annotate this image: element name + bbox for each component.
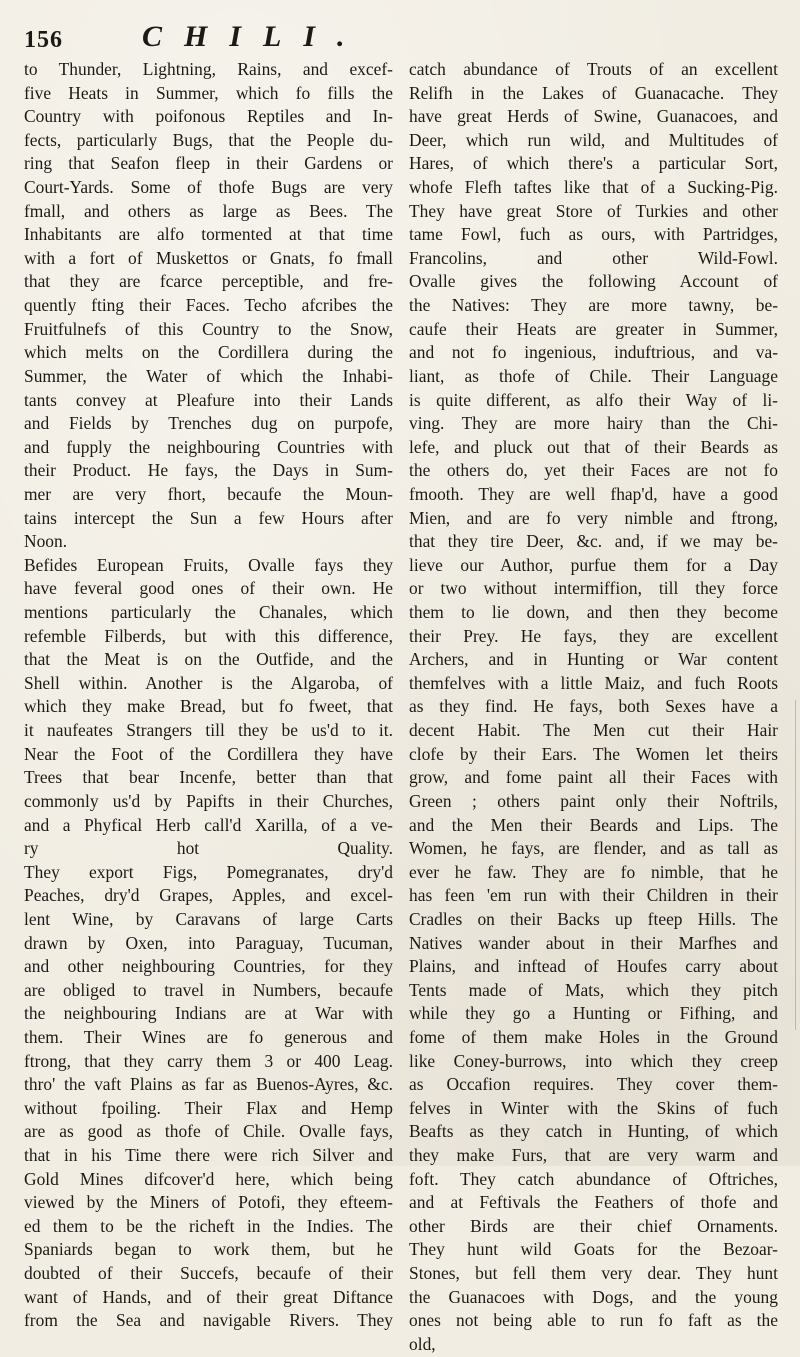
text-line: their Prey. He fays, they are excellent (409, 625, 778, 646)
text-line: other Birds are their chief Ornaments. (409, 1215, 778, 1236)
text-line: with a fort of Muskettos or Gnats, fo fmall (24, 247, 393, 268)
text-line: mer are very fhort, becaufe the Moun- (24, 483, 393, 504)
text-line: the Guanacoes with Dogs, and the young (409, 1286, 778, 1307)
text-line: the Natives: They are more tawny, be- (409, 295, 778, 316)
text-line: Cradles on their Backs up fteep Hills. The (409, 908, 778, 929)
text-line: fects, particularly Bugs, that the People du- (24, 129, 393, 150)
text-line: them. Their Wines are fo generous and (24, 1026, 393, 1047)
text-line: ed them to be the richeft in the Indies. The (24, 1215, 393, 1236)
page-edge-line (795, 700, 796, 1030)
text-line: it naufeates Strangers till they be us'd to it. (24, 720, 393, 741)
text-line: Hares, of which there's a particular Sort, (409, 153, 778, 174)
text-line: Beafts as they catch in Hunting, of which (409, 1121, 778, 1142)
text-line: Gold Mines difcover'd here, which being (24, 1168, 393, 1189)
text-line: caufe their Heats are greater in Summer, (409, 318, 778, 339)
text-line: without fpoiling. Their Flax and Hemp (24, 1097, 393, 1118)
page-header (24, 18, 778, 54)
text-line: Francolins, and other Wild-Fowl. (409, 247, 778, 268)
text-line: drawn by Oxen, into Paraguay, Tucuman, (24, 932, 393, 953)
text-line: Fruitfulnefs of this Country to the Snow, (24, 318, 393, 339)
text-line: have great Herds of Swine, Guanacoes, and (409, 106, 778, 127)
text-line: and at Feftivals the Feathers of thofe and (409, 1192, 778, 1213)
text-line: thro' the vaft Plains as far as Buenos-Ayres, &c. (24, 1074, 393, 1095)
text-line: their Product. He fays, the Days in Sum- (24, 460, 393, 481)
text-line: as Occafion requires. They cover them- (409, 1074, 778, 1095)
text-line: quently fting their Faces. Techo afcribes the (24, 295, 393, 316)
text-line: Shell within. Another is the Algaroba, of (24, 672, 393, 693)
text-line: Befides European Fruits, Ovalle fays they (24, 554, 393, 575)
text-line: that they tire Deer, &c. and, if we may be- (409, 531, 778, 552)
text-line: Deer, which run wild, and Multitudes of (409, 129, 778, 150)
text-line: Natives wander about in their Marfhes and (409, 932, 778, 953)
catchword: old, (409, 1333, 436, 1354)
text-line: Women, he fays, are flender, and as tall as (409, 838, 778, 859)
text-line: that they are fcarce perceptible, and fre- (24, 271, 393, 292)
text-line: refemble Filberds, but with this difference, (24, 625, 393, 646)
text-line: is quite different, as alfo their Way of li- (409, 389, 778, 410)
text-line: Summer, the Water of which the Inhabi- (24, 365, 393, 386)
text-line: lefe, and pluck out that of their Beards as (409, 436, 778, 457)
text-line: tains intercept the Sun a few Hours after (24, 507, 393, 528)
text-line: the others do, yet their Faces are not fo (409, 460, 778, 481)
text-line: commonly us'd by Papifts in their Churches, (24, 790, 393, 811)
text-line: Plains, and inftead of Houfes carry about (409, 956, 778, 977)
text-line: five Heats in Summer, which fo fills the (24, 82, 393, 103)
text-line: Spaniards began to work them, but he (24, 1239, 393, 1260)
text-line: Country with poifonous Reptiles and In- (24, 106, 393, 127)
text-line: catch abundance of Trouts of an excellent (409, 59, 778, 79)
text-line: themfelves with a little Maiz, and fuch Roots (409, 672, 778, 693)
text-line: Inhabitants are alfo tormented at that time (24, 224, 393, 245)
text-line: and other neighbouring Countries, for they (24, 956, 393, 977)
text-line: which melts on the Cordillera during the (24, 342, 393, 363)
text-line: ry hot Quality. (24, 838, 393, 859)
text-line: that the Meat is on the Outfide, and the (24, 649, 393, 670)
text-line: Mien, and are fo very nimble and ftrong, (409, 507, 778, 528)
text-line: They export Figs, Pomegranates, dry'd (24, 861, 393, 882)
right-column (409, 58, 778, 1357)
text-line: Relifh in the Lakes of Guanacache. They (409, 82, 778, 103)
text-line: ving. They are more hairy than the Chi- (409, 413, 778, 434)
text-line: tants convey at Pleafure into their Lands (24, 389, 393, 410)
text-line: lieve our Author, purfue them for a Day (409, 554, 778, 575)
text-line: They hunt wild Goats for the Bezoar- (409, 1239, 778, 1260)
text-line: Peaches, dry'd Grapes, Apples, and excel- (24, 885, 393, 906)
text-line: felves in Winter with the Skins of fuch (409, 1097, 778, 1118)
text-line: fome of them make Holes in the Ground (409, 1026, 778, 1047)
text-line: Court-Yards. Some of thofe Bugs are very (24, 177, 393, 198)
text-line: like Coney-burrows, into which they creep (409, 1050, 778, 1071)
text-line: and fupply the neighbouring Countries with (24, 436, 393, 457)
text-line: doubted of their Succefs, becaufe of their (24, 1263, 393, 1284)
text-line: or two without intermiffion, till they force (409, 578, 778, 599)
text-line: whofe Flefh taftes like that of a Sucking-Pig. (409, 177, 778, 198)
text-line: Tents made of Mats, which they pitch (409, 979, 778, 1000)
text-line: Ovalle gives the following Account of (409, 271, 778, 292)
text-line: have feveral good ones of their own. He (24, 578, 393, 599)
text-line: grow, and fome paint all their Faces with (409, 767, 778, 788)
text-line: and Fields by Trenches dug on purpofe, (24, 413, 393, 434)
text-line: Archers, and in Hunting or War content (409, 649, 778, 670)
text-line: from the Sea and navigable Rivers. They (24, 1310, 393, 1331)
text-line: are as good as thofe of Chile. Ovalle fays, (24, 1121, 393, 1142)
text-line: as they find. He fays, both Sexes have a (409, 696, 778, 717)
text-line: fmall, and others as large as Bees. The (24, 200, 393, 221)
text-line: foft. They catch abundance of Oftriches, (409, 1168, 778, 1189)
text-line: Noon. (24, 531, 68, 552)
text-line: Stones, but fell them very dear. They hunt (409, 1263, 778, 1284)
text-line: are obliged to travel in Numbers, becaufe (24, 979, 393, 1000)
text-line: that in his Time there were rich Silver and (24, 1145, 393, 1166)
text-line: tame Fowl, fuch as ours, with Partridges, (409, 224, 778, 245)
text-line: ever he faw. They are fo nimble, that he (409, 861, 778, 882)
text-line: viewed by the Miners of Potofi, they efteem- (24, 1192, 393, 1213)
text-line: while they go a Hunting or Fifhing, and (409, 1003, 778, 1024)
text-line: and a Phyfical Herb call'd Xarilla, of a ve- (24, 814, 393, 835)
text-line: want of Hands, and of their great Diftance (24, 1286, 393, 1307)
text-line: has feen 'em run with their Children in their (409, 885, 778, 906)
text-line: ftrong, that they carry them 3 or 400 Leag. (24, 1050, 393, 1071)
page-number: 156 (24, 27, 63, 53)
text-line: mentions particularly the Chanales, which (24, 602, 393, 623)
text-line: they make Furs, that are very warm and (409, 1145, 778, 1166)
text-line: ones not being able to run fo faft as the (409, 1310, 778, 1331)
text-line: which they make Bread, but fo fweet, that (24, 696, 393, 717)
text-line: ring that Seafon fleep in their Gardens or (24, 153, 393, 174)
text-line: Near the Foot of the Cordillera they have (24, 743, 393, 764)
text-line: fmooth. They are well fhap'd, have a good (409, 483, 778, 504)
text-line: clofe by their Ears. The Women let theirs (409, 743, 778, 764)
text-line: Trees that bear Incenfe, better than that (24, 767, 393, 788)
text-line: the neighbouring Indians are at War with (24, 1003, 393, 1024)
text-line: lent Wine, by Caravans of large Carts (24, 908, 393, 929)
text-line: them to lie down, and then they become (409, 602, 778, 623)
text-line: and not fo ingenious, induftrious, and va- (409, 342, 778, 363)
text-columns (24, 58, 778, 1357)
text-line: to Thunder, Lightning, Rains, and excef- (24, 59, 393, 79)
text-line: They have great Store of Turkies and other (409, 200, 778, 221)
text-line: and the Men their Beards and Lips. The (409, 814, 778, 835)
running-head: CHILI. (142, 20, 367, 53)
text-line: liant, as thofe of Chile. Their Language (409, 365, 778, 386)
text-line: Green ; others paint only their Noftrils, (409, 790, 778, 811)
left-column (24, 58, 393, 1357)
text-line: decent Habit. The Men cut their Hair (409, 720, 778, 741)
